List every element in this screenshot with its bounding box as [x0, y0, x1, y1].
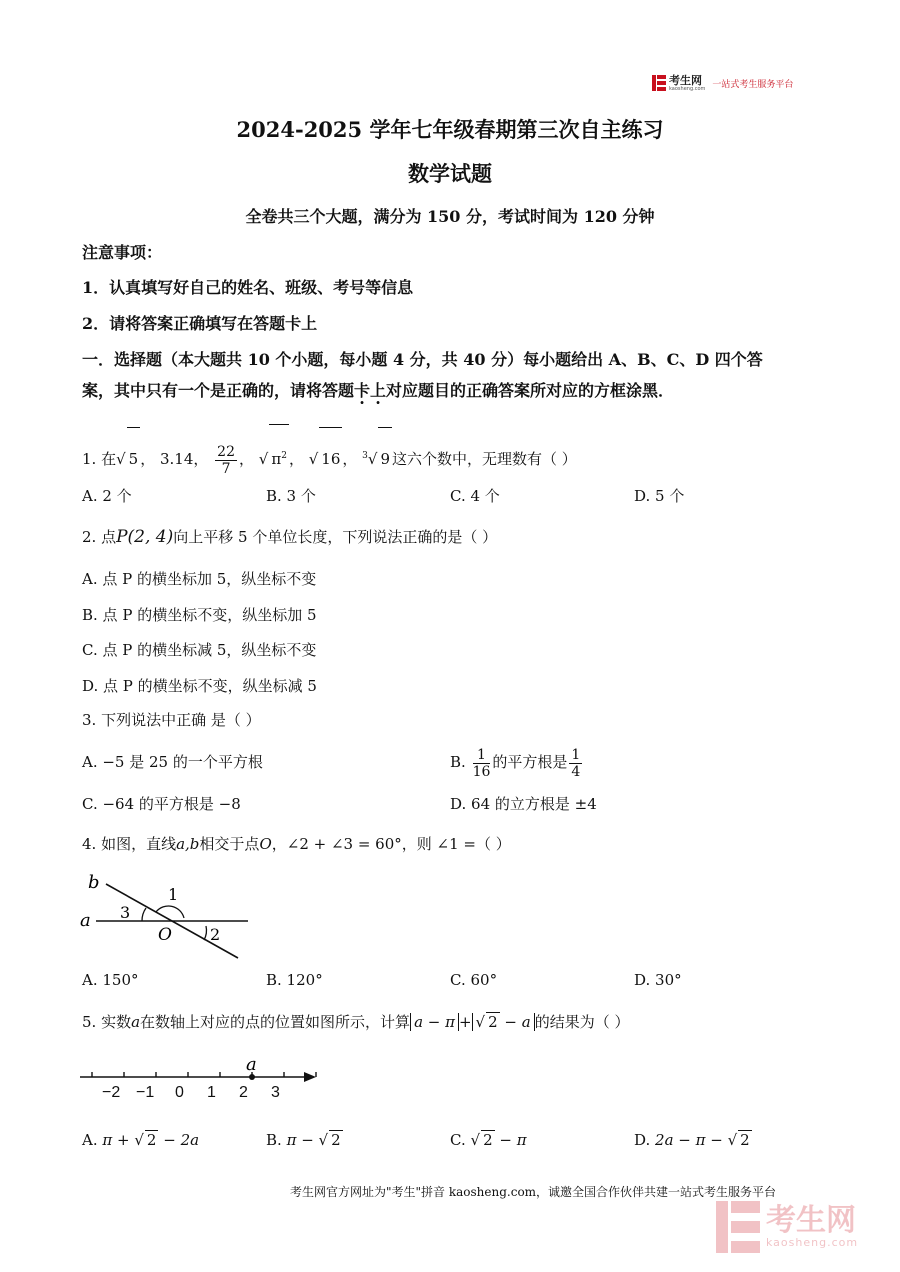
page-subtitle: 数学试题: [408, 161, 492, 186]
question-1-stem: 1. 在√ 5 ， 3.14， $\frac{22}{7}$ ， √ $\pi^2$ ， √ 16 ， $^3$√ 9 这六个数中，无理数有（ ）: [82, 424, 577, 490]
q4-figure: [78, 866, 253, 966]
logo-name: 考生网: [669, 73, 702, 87]
q4-label-a: a: [80, 910, 91, 931]
q5-tick-labels: [102, 1084, 322, 1104]
exam-info: 全卷共三个大题，满分为 150 分，考试时间为 120 分钟: [245, 207, 655, 226]
logo-slogan: 一站式考生服务平台: [712, 79, 794, 90]
q5-option-c[interactable]: C. √ 2 − π: [450, 1131, 527, 1149]
q2-option-d[interactable]: D. 点 P 的横坐标不变，纵坐标减 5: [82, 677, 317, 695]
q2-option-b[interactable]: B. 点 P 的横坐标不变，纵坐标加 5: [82, 606, 317, 624]
q5-tick-label: −1: [136, 1084, 155, 1101]
header-logo: [652, 72, 820, 94]
notes-item-1: 1．认真填写好自己的姓名、班级、考号等信息: [82, 278, 414, 297]
logo-domain: kaosheng.com: [669, 85, 706, 92]
q5-tick-label: −2: [102, 1084, 121, 1101]
section1-line1: 一．选择题（本大题共 10 个小题，每小题 4 分，共 40 分）每小题给出 A、B、C、D 四个答: [82, 350, 763, 369]
watermark-text: 考生网: [766, 1202, 856, 1238]
question-3-stem: 3. 下列说法中正确 是（ ）: [82, 711, 261, 729]
q4-option-c[interactable]: C. 60°: [450, 971, 498, 989]
q5-tick-label: 3: [271, 1084, 280, 1101]
page-footer: 考生网官方网址为"考生"拼音 kaosheng.com，诚邀全国合作伙伴共建一站式考生服务平台: [290, 1185, 777, 1199]
q5-tick-label: 0: [175, 1084, 184, 1101]
q4-option-b[interactable]: B. 120°: [266, 971, 323, 989]
watermark: [716, 1196, 886, 1258]
q4-label-1: 1: [168, 885, 179, 904]
q1-option-a[interactable]: A. 2 个: [82, 487, 132, 505]
q3-option-c[interactable]: C. −64 的平方根是 −8: [82, 795, 241, 813]
q2-option-a[interactable]: A. 点 P 的横坐标加 5，纵坐标不变: [82, 570, 317, 588]
q5-option-a[interactable]: A. π + √ 2 − 2a: [82, 1131, 200, 1149]
q5-option-d[interactable]: D. 2a − π − √ 2: [634, 1131, 750, 1149]
q5-tick-label: 1: [207, 1084, 216, 1101]
watermark-domain: kaosheng.com: [766, 1235, 859, 1249]
page-title: 2024-2025 学年七年级春期第三次自主练习: [236, 117, 664, 142]
question-5-stem: 5. 实数a在数轴上对应的点的位置如图所示，计算 a − π + √ 2 − a 的结果为（ ）: [82, 1013, 630, 1031]
q2-option-c[interactable]: C. 点 P 的横坐标减 5，纵坐标不变: [82, 641, 317, 659]
q3-option-b[interactable]: B. $\frac{1}{16}$ 的平方根是 $\frac{1}{4}$: [450, 746, 581, 780]
watermark-logo-icon: [716, 1201, 760, 1253]
notes-heading: 注意事项：: [82, 243, 163, 262]
q4-option-a[interactable]: A. 150°: [82, 971, 139, 989]
q4-label-o: O: [158, 925, 172, 945]
q3-option-d[interactable]: D. 64 的立方根是 ±4: [450, 795, 597, 813]
q4-label-b: b: [88, 872, 100, 893]
q1-option-c[interactable]: C. 4 个: [450, 487, 500, 505]
q3-option-a[interactable]: A. −5 是 25 的一个平方根: [82, 753, 263, 771]
logo-icon: [652, 75, 666, 91]
question-2-stem: 2. 点P(2, 4)向上平移 5 个单位长度，下列说法正确的是（ ）: [82, 527, 498, 547]
q4-option-d[interactable]: D. 30°: [634, 971, 682, 989]
q5-point-label: a: [246, 1054, 257, 1075]
q1-fraction: $\frac{22}{7}$: [217, 443, 235, 477]
section1-line2: 案，其中只有一个是正确的，请将答题卡上对应题目的正确答案所对应的方框涂黑．: [82, 381, 675, 400]
q5-tick-label: 2: [239, 1084, 248, 1101]
question-4-stem: 4. 如图，直线a,b相交于点O，∠2 + ∠3 = 60°，则 ∠1 =（ ）: [82, 835, 511, 853]
q5-option-b[interactable]: B. π − √ 2: [266, 1131, 341, 1149]
q1-option-d[interactable]: D. 5 个: [634, 487, 685, 505]
q4-label-3: 3: [120, 903, 131, 922]
q4-label-2: 2: [210, 925, 221, 944]
notes-item-2: 2．请将答案正确填写在答题卡上: [82, 314, 318, 333]
q1-option-b[interactable]: B. 3 个: [266, 487, 316, 505]
